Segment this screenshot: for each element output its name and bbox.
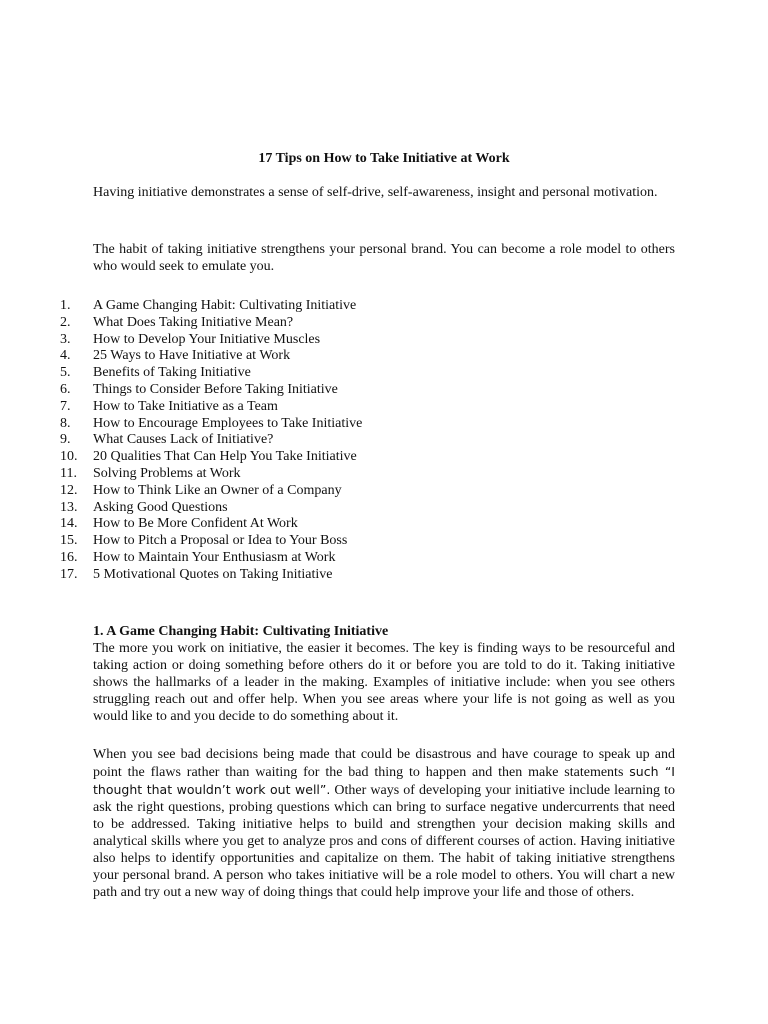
document-title: 17 Tips on How to Take Initiative at Work bbox=[258, 151, 510, 166]
toc-item: 4. 25 Ways to Have Initiative at Work bbox=[60, 348, 291, 364]
toc-item: 11. Solving Problems at Work bbox=[60, 465, 241, 481]
toc-item: 10. 20 Qualities That Can Help You Take Initiative bbox=[60, 449, 357, 465]
paragraph-text: Other ways of developing your initiative include learning to ask the right questions, probing questions which can bring to surface negative undercurrents that need to be addressed. Taking initiative helps to build and strengthen your decision making skills and analytical skills where you get to analyze pros and cons of different courses of action. Having initiative also helps to identify opportunities and capitalize on them. The habit of taking initiative strengthens your personal brand. A person who takes initiative will be a role model to others. You will chart a new path and try out a new way of doing things that could help improve your life and those of others. bbox=[93, 783, 675, 900]
toc-item: 17. 5 Motivational Quotes on Taking Initiative bbox=[60, 566, 333, 582]
paragraph-text: When you see bad decisions being made that could be disastrous and have courage to speak up and point the flaws rather than waiting for the bad thing to happen and then make statements bbox=[93, 747, 675, 780]
toc-item: 5. Benefits of Taking Initiative bbox=[60, 365, 251, 381]
toc-item: 3. How to Develop Your Initiative Muscles bbox=[60, 331, 321, 347]
table-of-contents bbox=[60, 298, 362, 584]
toc-item: 2. What Does Taking Initiative Mean? bbox=[60, 314, 294, 330]
toc-item: 12. How to Think Like an Owner of a Company bbox=[60, 482, 342, 498]
toc-item: 7. How to Take Initiative as a Team bbox=[60, 398, 278, 414]
section-1-heading: 1. A Game Changing Habit: Cultivating Initiative bbox=[93, 624, 389, 639]
toc-item: 16. How to Maintain Your Enthusiasm at Work bbox=[60, 549, 336, 565]
section-1-paragraph-1: The more you work on initiative, the easier it becomes. The key is finding ways to be resourceful and taking action or doing something before others do it or before you are told to do it. Taking initiative shows the hallmarks of a leader in the making. Examples of initiative include: when you see others struggling reach out and offer help. When you see areas where your life is not going as well as you would like to and you decide to do something about it. bbox=[93, 641, 675, 724]
toc-item: 1. A Game Changing Habit: Cultivating Initiative bbox=[60, 298, 357, 313]
toc-item: 9. What Causes Lack of Initiative? bbox=[60, 432, 274, 448]
intro-paragraph-1: Having initiative demonstrates a sense of self-drive, self-awareness, insight and personal motivation. bbox=[93, 185, 658, 200]
toc-item: 6. Things to Consider Before Taking Initiative bbox=[60, 381, 338, 397]
toc-item: 13. Asking Good Questions bbox=[60, 499, 228, 515]
toc-item: 8. How to Encourage Employees to Take Initiative bbox=[60, 415, 363, 431]
toc-item: 15. How to Pitch a Proposal or Idea to Your Boss bbox=[60, 533, 348, 549]
quoted-statement: such “I thought that wouldn’t work out well”. bbox=[93, 764, 675, 797]
section-1-paragraph-2 bbox=[93, 746, 675, 901]
intro-paragraph-2: The habit of taking initiative strengthens your personal brand. You can become a role model to others who would seek to emulate you. bbox=[93, 242, 675, 274]
toc-item: 14. How to Be More Confident At Work bbox=[60, 516, 298, 532]
